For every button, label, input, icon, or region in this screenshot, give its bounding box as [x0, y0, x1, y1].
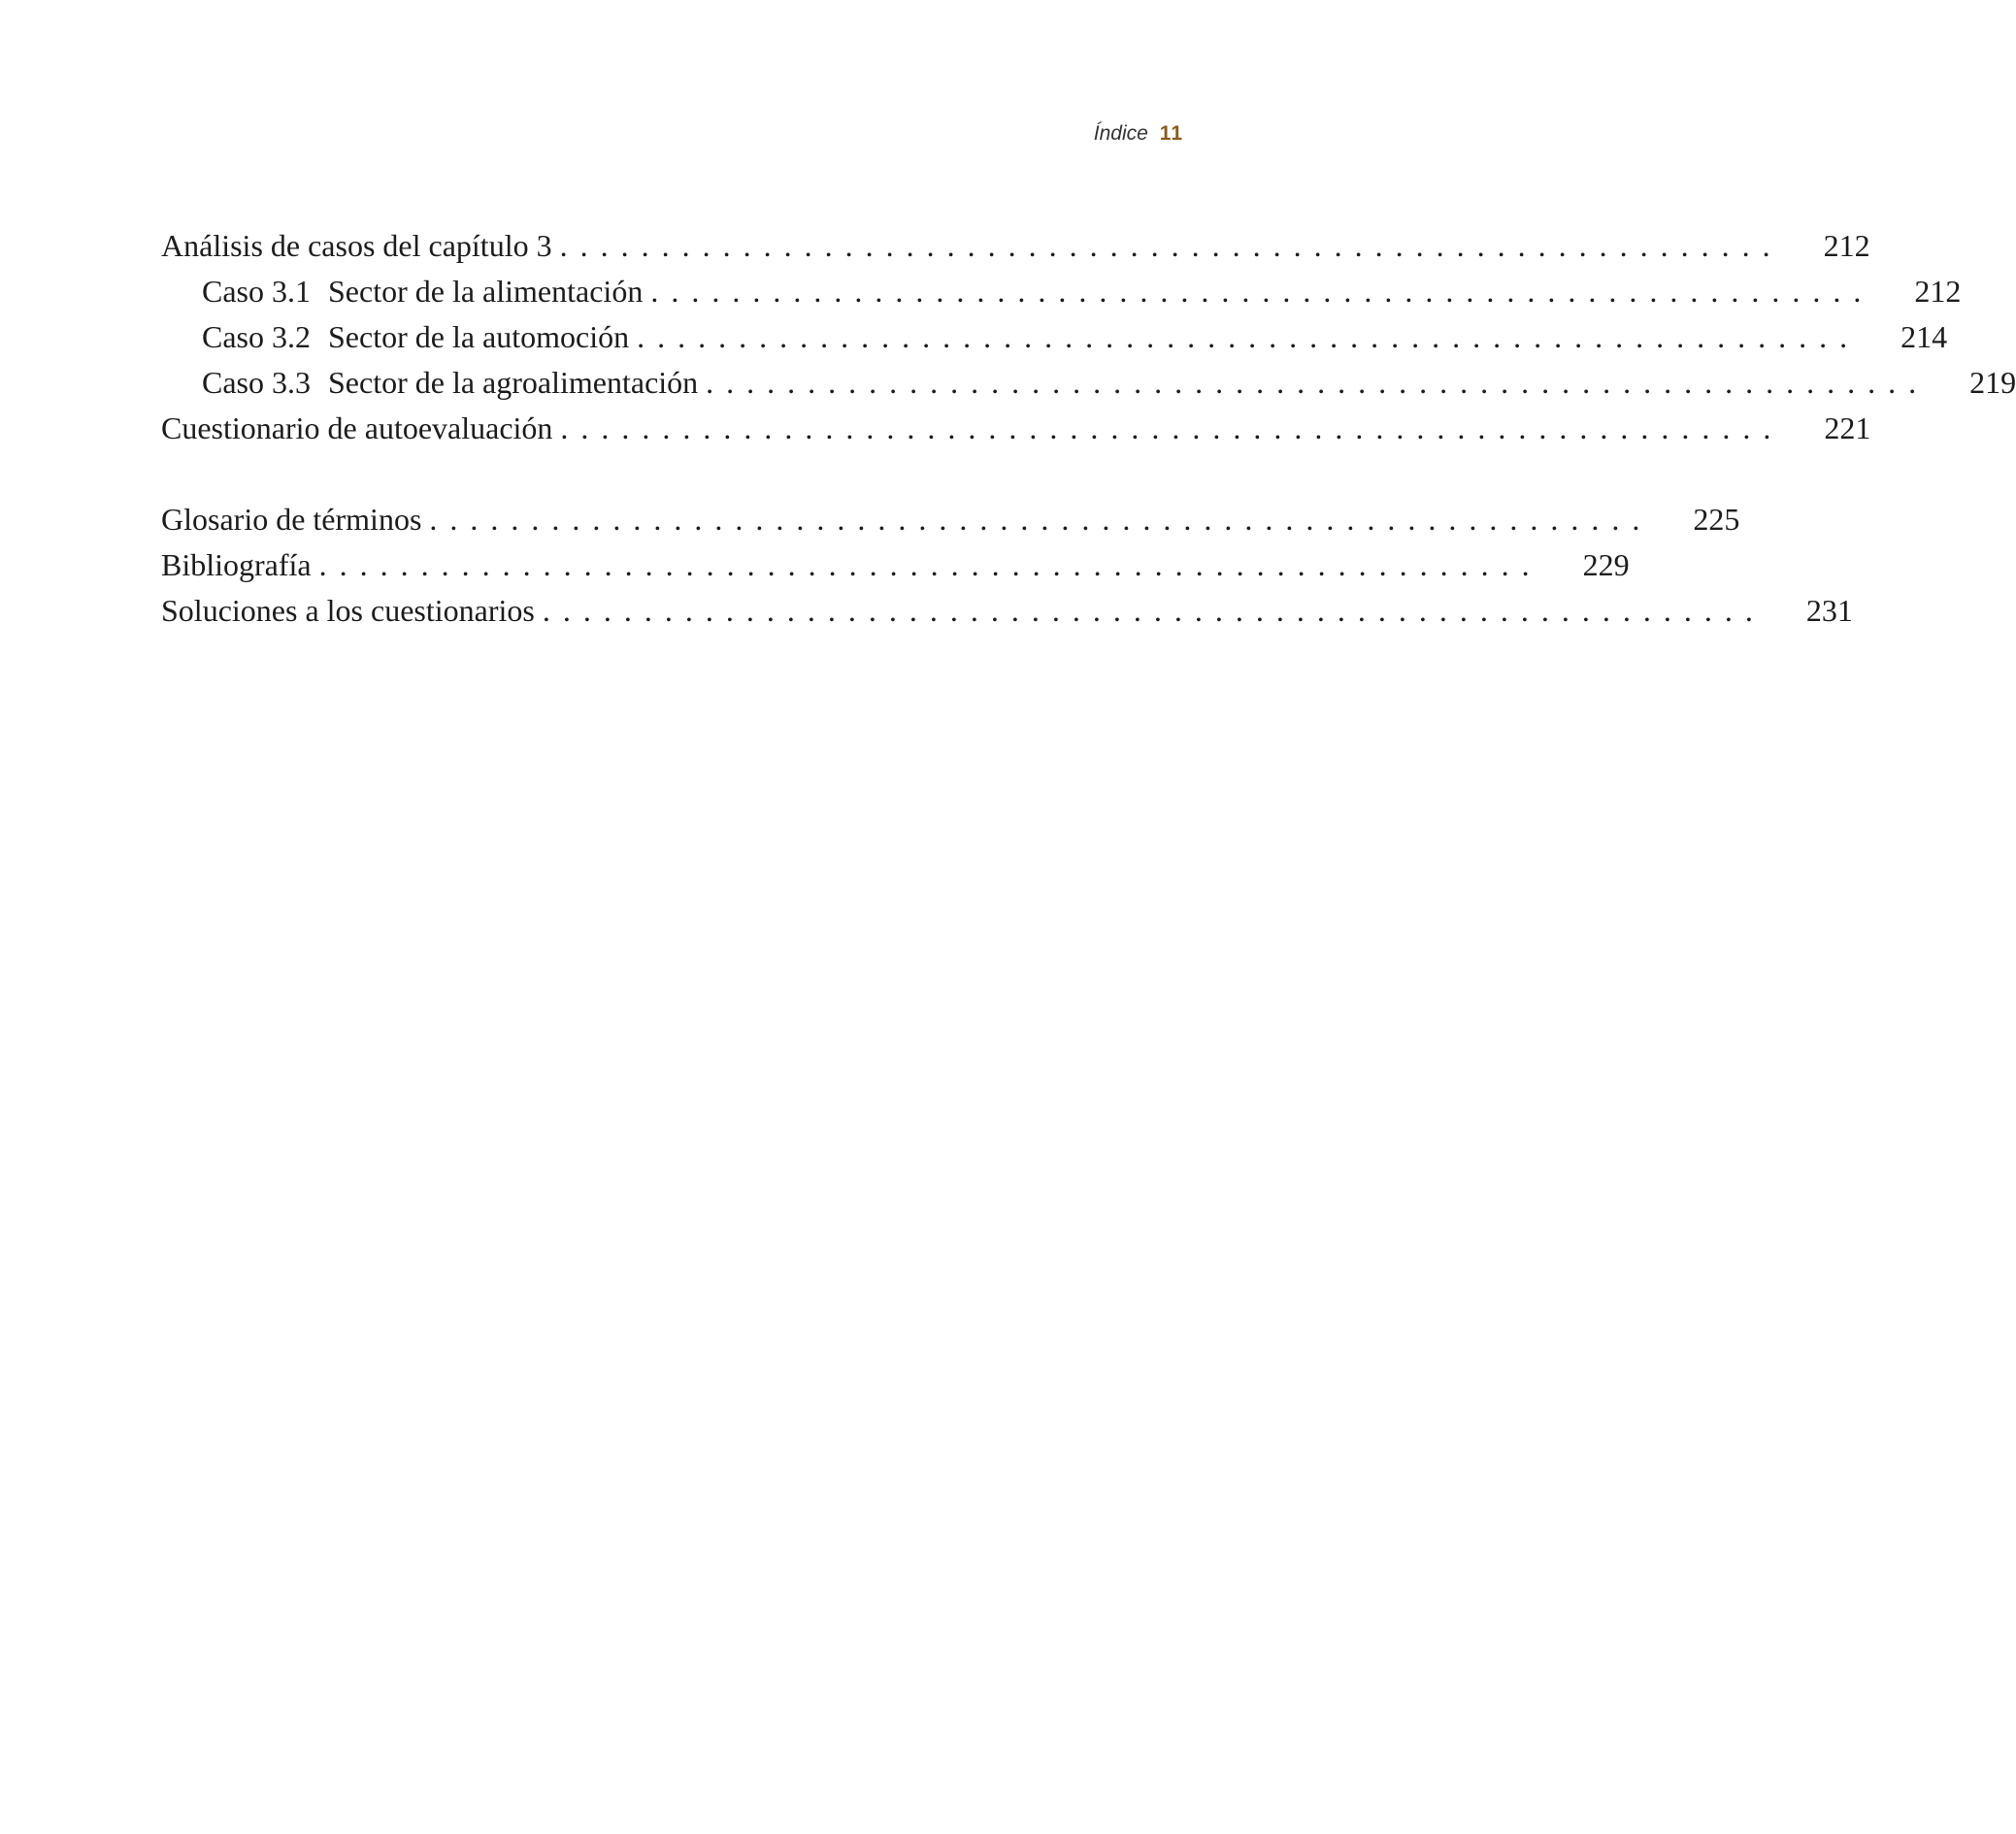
dot-leader: ............................................................ [560, 410, 1784, 445]
toc-entry-title: Sector de la automoción [328, 319, 630, 354]
toc-entry[interactable] [161, 542, 1630, 588]
toc-entry-title: Sector de la alimentación [328, 274, 644, 309]
toc-entry-title: Bibliografía [161, 547, 312, 582]
toc-entry-title-wrap [202, 360, 698, 406]
toc-entry-page: 221 [1824, 410, 1871, 445]
toc-entry-number: Caso 3.1 [202, 274, 311, 309]
dot-leader: ............................................................ [542, 593, 1766, 628]
toc-entry-title-wrap [202, 269, 643, 314]
dot-leader: ............................................................ [706, 365, 1930, 400]
toc-entry[interactable] [161, 406, 1871, 451]
toc-entry-title: Sector de la agroalimentación [328, 365, 699, 400]
dot-leader: ............................................................ [429, 502, 1653, 537]
dot-leader: ............................................................ [650, 274, 1874, 309]
dot-leader: ............................................................ [637, 319, 1861, 354]
running-head [1094, 122, 1183, 146]
toc-entry-page: 212 [1914, 274, 1962, 309]
toc-entry[interactable] [161, 314, 1948, 360]
toc-entry-page: 229 [1582, 547, 1630, 582]
toc-entry-page: 225 [1693, 502, 1740, 537]
toc-entry-title-wrap [202, 314, 629, 360]
toc-entry-page: 212 [1823, 228, 1870, 263]
toc-entry-title: Glosario de términos [161, 502, 422, 537]
dot-leader: ............................................................ [318, 547, 1542, 582]
toc-entry[interactable] [161, 497, 1740, 542]
toc-entry-title: Cuestionario de autoevaluación [161, 410, 553, 445]
dot-leader: ............................................................ [559, 228, 1783, 263]
toc-group [161, 223, 2016, 451]
table-of-contents [161, 223, 2016, 679]
toc-entry-page: 231 [1805, 593, 1853, 628]
toc-entry-title: Soluciones a los cuestionarios [161, 593, 535, 628]
toc-entry[interactable] [161, 223, 1870, 269]
toc-entry[interactable] [161, 588, 1853, 634]
toc-entry-number: Caso 3.2 [202, 319, 311, 354]
toc-entry-page: 219 [1969, 365, 2016, 400]
running-head-page-number: 11 [1159, 122, 1183, 145]
toc-entry-page: 214 [1900, 319, 1948, 354]
toc-entry-number: Caso 3.3 [202, 365, 311, 400]
toc-entry[interactable] [161, 360, 2016, 406]
toc-entry[interactable] [161, 269, 1962, 314]
running-head-section: Índice [1093, 122, 1148, 145]
toc-entry-title: Análisis de casos del capítulo 3 [161, 228, 552, 263]
toc-group [161, 497, 1853, 634]
